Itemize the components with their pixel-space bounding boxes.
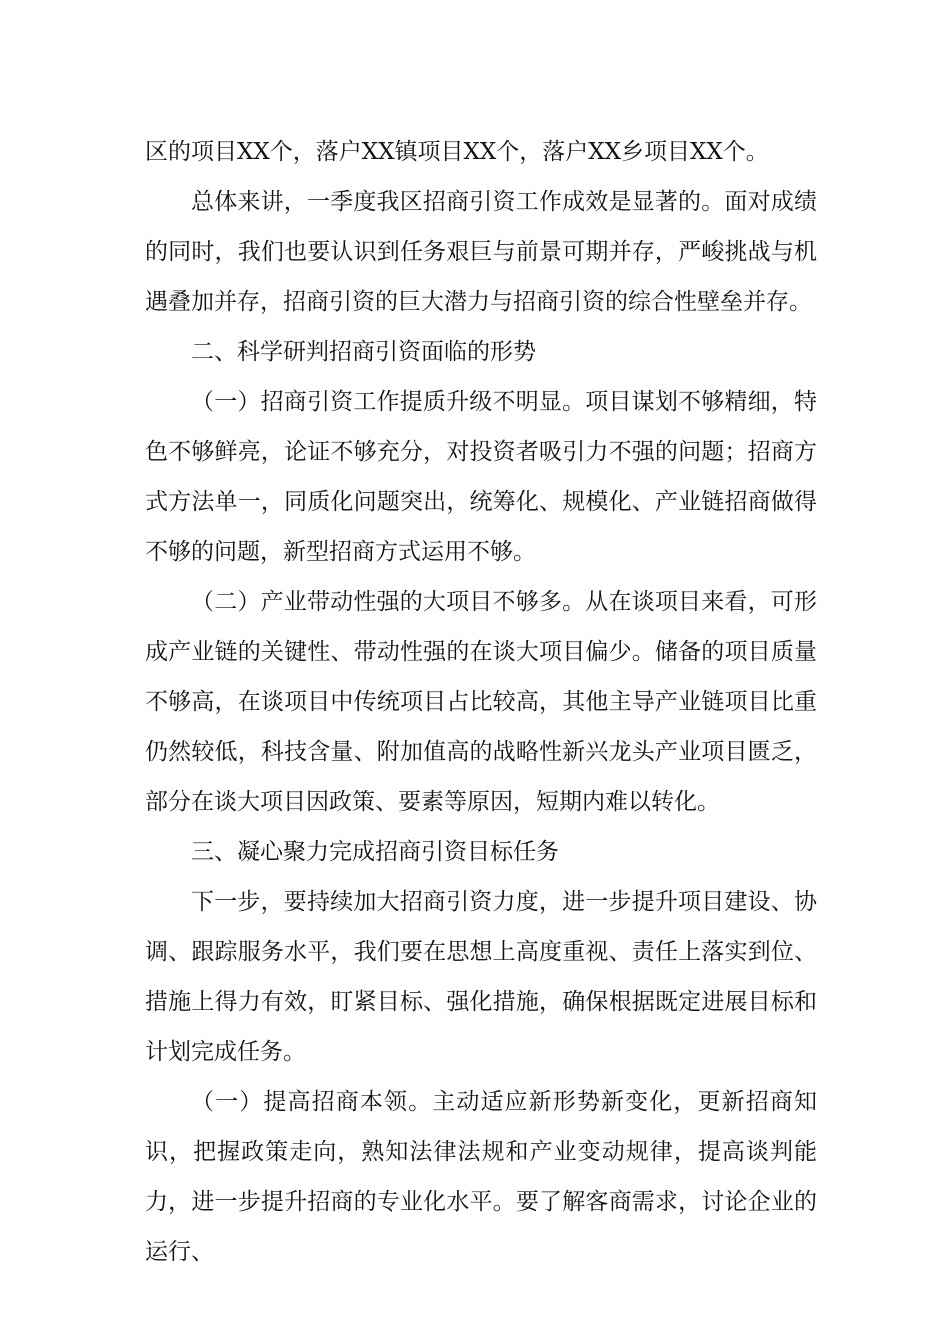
- paragraph-issue-1: （一）招商引资工作提质升级不明显。项目谋划不够精细，特色不够鲜亮，论证不够充分，对投资者吸引力不强的问题；招商方式方法单一，同质化问题突出，统筹化、规模化、产业链招商做得不够的问题，新型招商方式运用不够。: [145, 389, 817, 565]
- section-heading-2: 二、科学研判招商引资面临的形势: [191, 339, 536, 365]
- paragraph-continuation: 区的项目XX个，落户XX镇项目XX个，落户XX乡项目XX个。: [145, 139, 769, 165]
- document-body: [145, 127, 817, 1277]
- paragraph-summary: 总体来讲，一季度我区招商引资工作成效是显著的。面对成绩的同时，我们也要认识到任务艰巨与前景可期并存，严峻挑战与机遇叠加并存，招商引资的巨大潜力与招商引资的综合性壁垒并存。: [145, 189, 817, 315]
- paragraph-measure-1: （一）提高招商本领。主动适应新形势新变化，更新招商知识，把握政策走向，熟知法律法规和产业变动规律，提高谈判能力，进一步提升招商的专业化水平。要了解客商需求，讨论企业的运行、: [145, 1089, 817, 1265]
- paragraph-issue-2: （二）产业带动性强的大项目不够多。从在谈项目来看，可形成产业链的关键性、带动性强的在谈大项目偏少。储备的项目质量不够高，在谈项目中传统项目占比较高，其他主导产业链项目比重仍然较低，科技含量、附加值高的战略性新兴龙头产业项目匮乏，部分在谈大项目因政策、要素等原因，短期内难以转化。: [145, 589, 817, 815]
- paragraph-next-step: 下一步，要持续加大招商引资力度，进一步提升项目建设、协调、跟踪服务水平，我们要在思想上高度重视、责任上落实到位、措施上得力有效，盯紧目标、强化措施，确保根据既定进展目标和计划完成任务。: [145, 889, 817, 1065]
- section-heading-3: 三、凝心聚力完成招商引资目标任务: [191, 839, 559, 865]
